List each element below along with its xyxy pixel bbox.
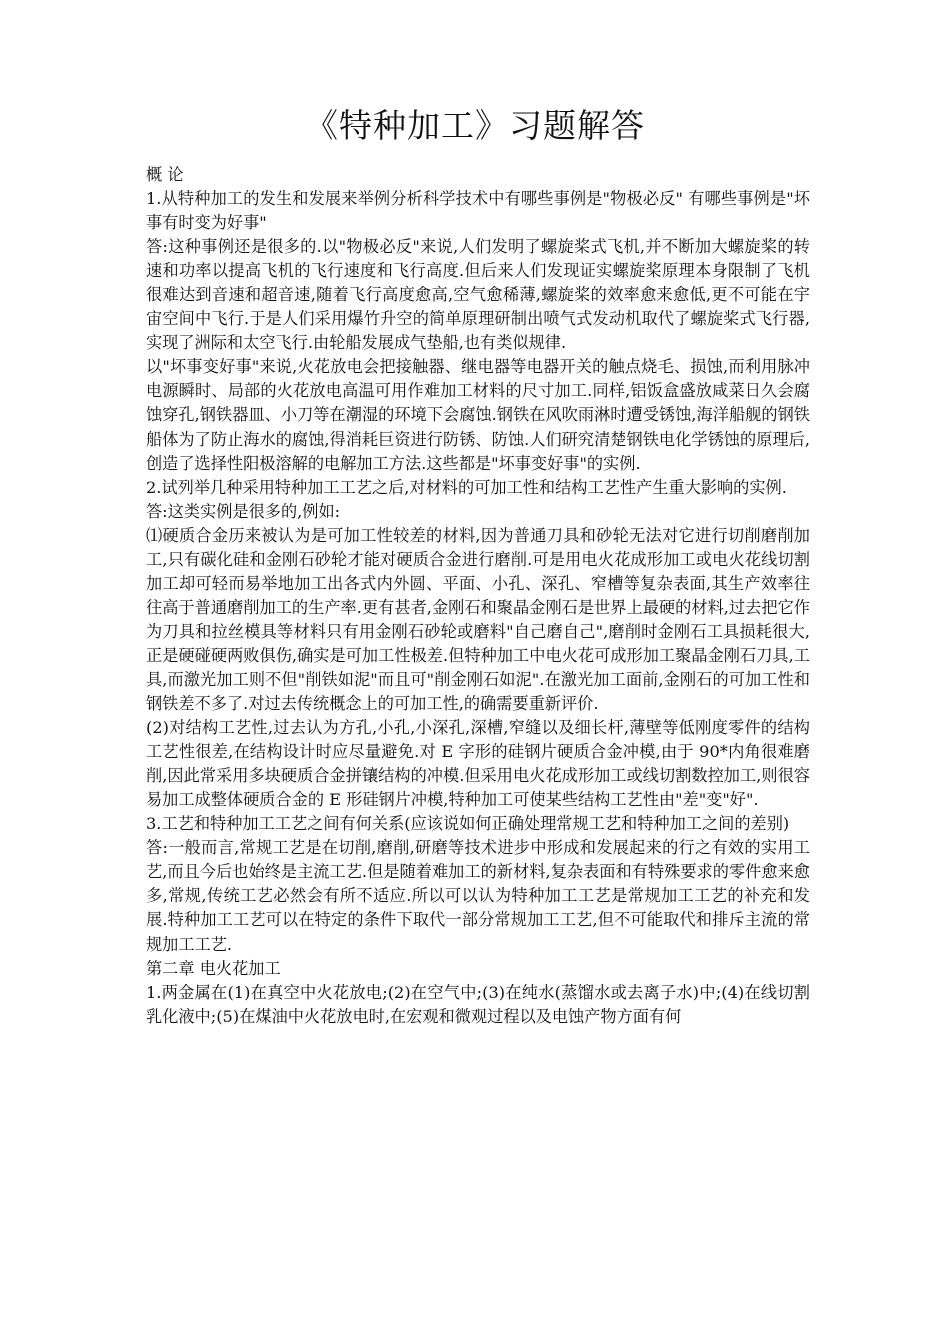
question-paragraph: 1.从特种加工的发生和发展来举例分析科学技术中有哪些事例是"物极必反" 有哪些事例是"坏事有时变为好事" [146,189,810,233]
answer-paragraph: 答:这类实例是很多的,例如: [146,501,341,521]
document-body [146,163,810,1029]
question-paragraph: 3.工艺和特种加工工艺之间有何关系(应该说如何正确处理常规工艺和特种加工之间的差别) [146,814,790,834]
document-title: 《特种加工》习题解答 [305,106,645,145]
answer-paragraph: 答:一般而言,常规工艺是在切削,磨削,研磨等技术进步中形成和发展起来的行之有效的实用工艺,而且今后也始终是主流工艺.但是随着难加工的新材料,复杂表面和有特殊要求的零件愈来愈多,常规,传统工艺必然会有所不适应.所以可以认为特种加工工艺是常规加工工艺的补充和发展.特种加工工艺可以在特定的条件下取代一部分常规加工工艺,但不可能取代和排斥主流的常规加工工艺. [146,838,810,954]
chapter-heading: 第二章 电火花加工 [146,958,281,978]
question-paragraph: 2.试列举几种采用特种加工工艺之后,对材料的可加工性和结构工艺性产生重大影响的实例. [146,477,787,497]
answer-paragraph: (2)对结构工艺性,过去认为方孔,小孔,小深孔,深槽,窄缝以及细长杆,薄壁等低刚度零件的结构工艺性很差,在结构设计时应尽量避免.对 E 字形的硅钢片硬质合金冲模,由于 90*内角很难磨削,因此常采用多块硬质合金拼镶结构的冲模.但采用电火花成形加工或线切割数控加工,则很容易加工成整体硬质合金的 E 形硅钢片冲模,特种加工可使某些结构工艺性由"差"变"好". [146,718,810,810]
section-heading: 概 论 [146,165,184,184]
answer-paragraph: 答:这种事例还是很多的.以"物极必反"来说,人们发明了螺旋桨式飞机,并不断加大螺旋桨的转速和功率以提高飞机的飞行速度和飞行高度.但后来人们发现证实螺旋桨原理本身限制了飞机很难达到音速和超音速,随着飞行高度愈高,空气愈稀薄,螺旋桨的效率愈来愈低,更不可能在宇宙空间中飞行.于是人们采用爆竹升空的简单原理研制出喷气式发动机取代了螺旋桨式飞行器,实现了洲际和太空飞行.由轮船发展成气垫船,也有类似规律. [146,237,810,353]
answer-paragraph: ⑴硬质合金历来被认为是可加工性较差的材料,因为普通刀具和砂轮无法对它进行切削磨削加工,只有碳化硅和金刚石砂轮才能对硬质合金进行磨削.可是用电火花成形加工或电火花线切割加工却可轻而易举地加工出各式内外圆、平面、小孔、深孔、窄槽等复杂表面,其生产效率往往高于普通磨削加工的生产率.更有甚者,金刚石和聚晶金刚石是世界上最硬的材料,过去把它作为刀具和拉丝模具等材料只有用金刚石砂轮或磨料"自己磨自己",磨削时金刚石工具损耗很大,正是硬碰硬两败俱伤,确实是可加工性极差.但特种加工中电火花可成形加工聚晶金刚石刀具,工具,而激光加工则不但"削铁如泥"而且可"削金刚石如泥".在激光加工面前,金刚石的可加工性和钢铁差不多了.对过去传统概念上的可加工性,的确需要重新评价. [146,525,810,714]
question-paragraph: 1.两金属在(1)在真空中火花放电;(2)在空气中;(3)在纯水(蒸馏水或去离子水)中;(4)在线切割乳化液中;(5)在煤油中火花放电时,在宏观和微观过程以及电蚀产物方面有何 [146,982,810,1026]
answer-paragraph: 以"坏事变好事"来说,火花放电会把接触器、继电器等电器开关的触点烧毛、损蚀,而利用脉冲电源瞬时、局部的火花放电高温可用作难加工材料的尺寸加工.同样,铝饭盒盛放咸菜日久会腐蚀穿孔,钢铁器皿、小刀等在潮湿的环境下会腐蚀.钢铁在风吹雨淋时遭受锈蚀,海洋船舰的钢铁船体为了防止海水的腐蚀,得消耗巨资进行防锈、防蚀.人们研究清楚钢铁电化学锈蚀的原理后,创造了选择性阳极溶解的电解加工方法.这些都是"坏事变好事"的实例. [146,357,810,473]
